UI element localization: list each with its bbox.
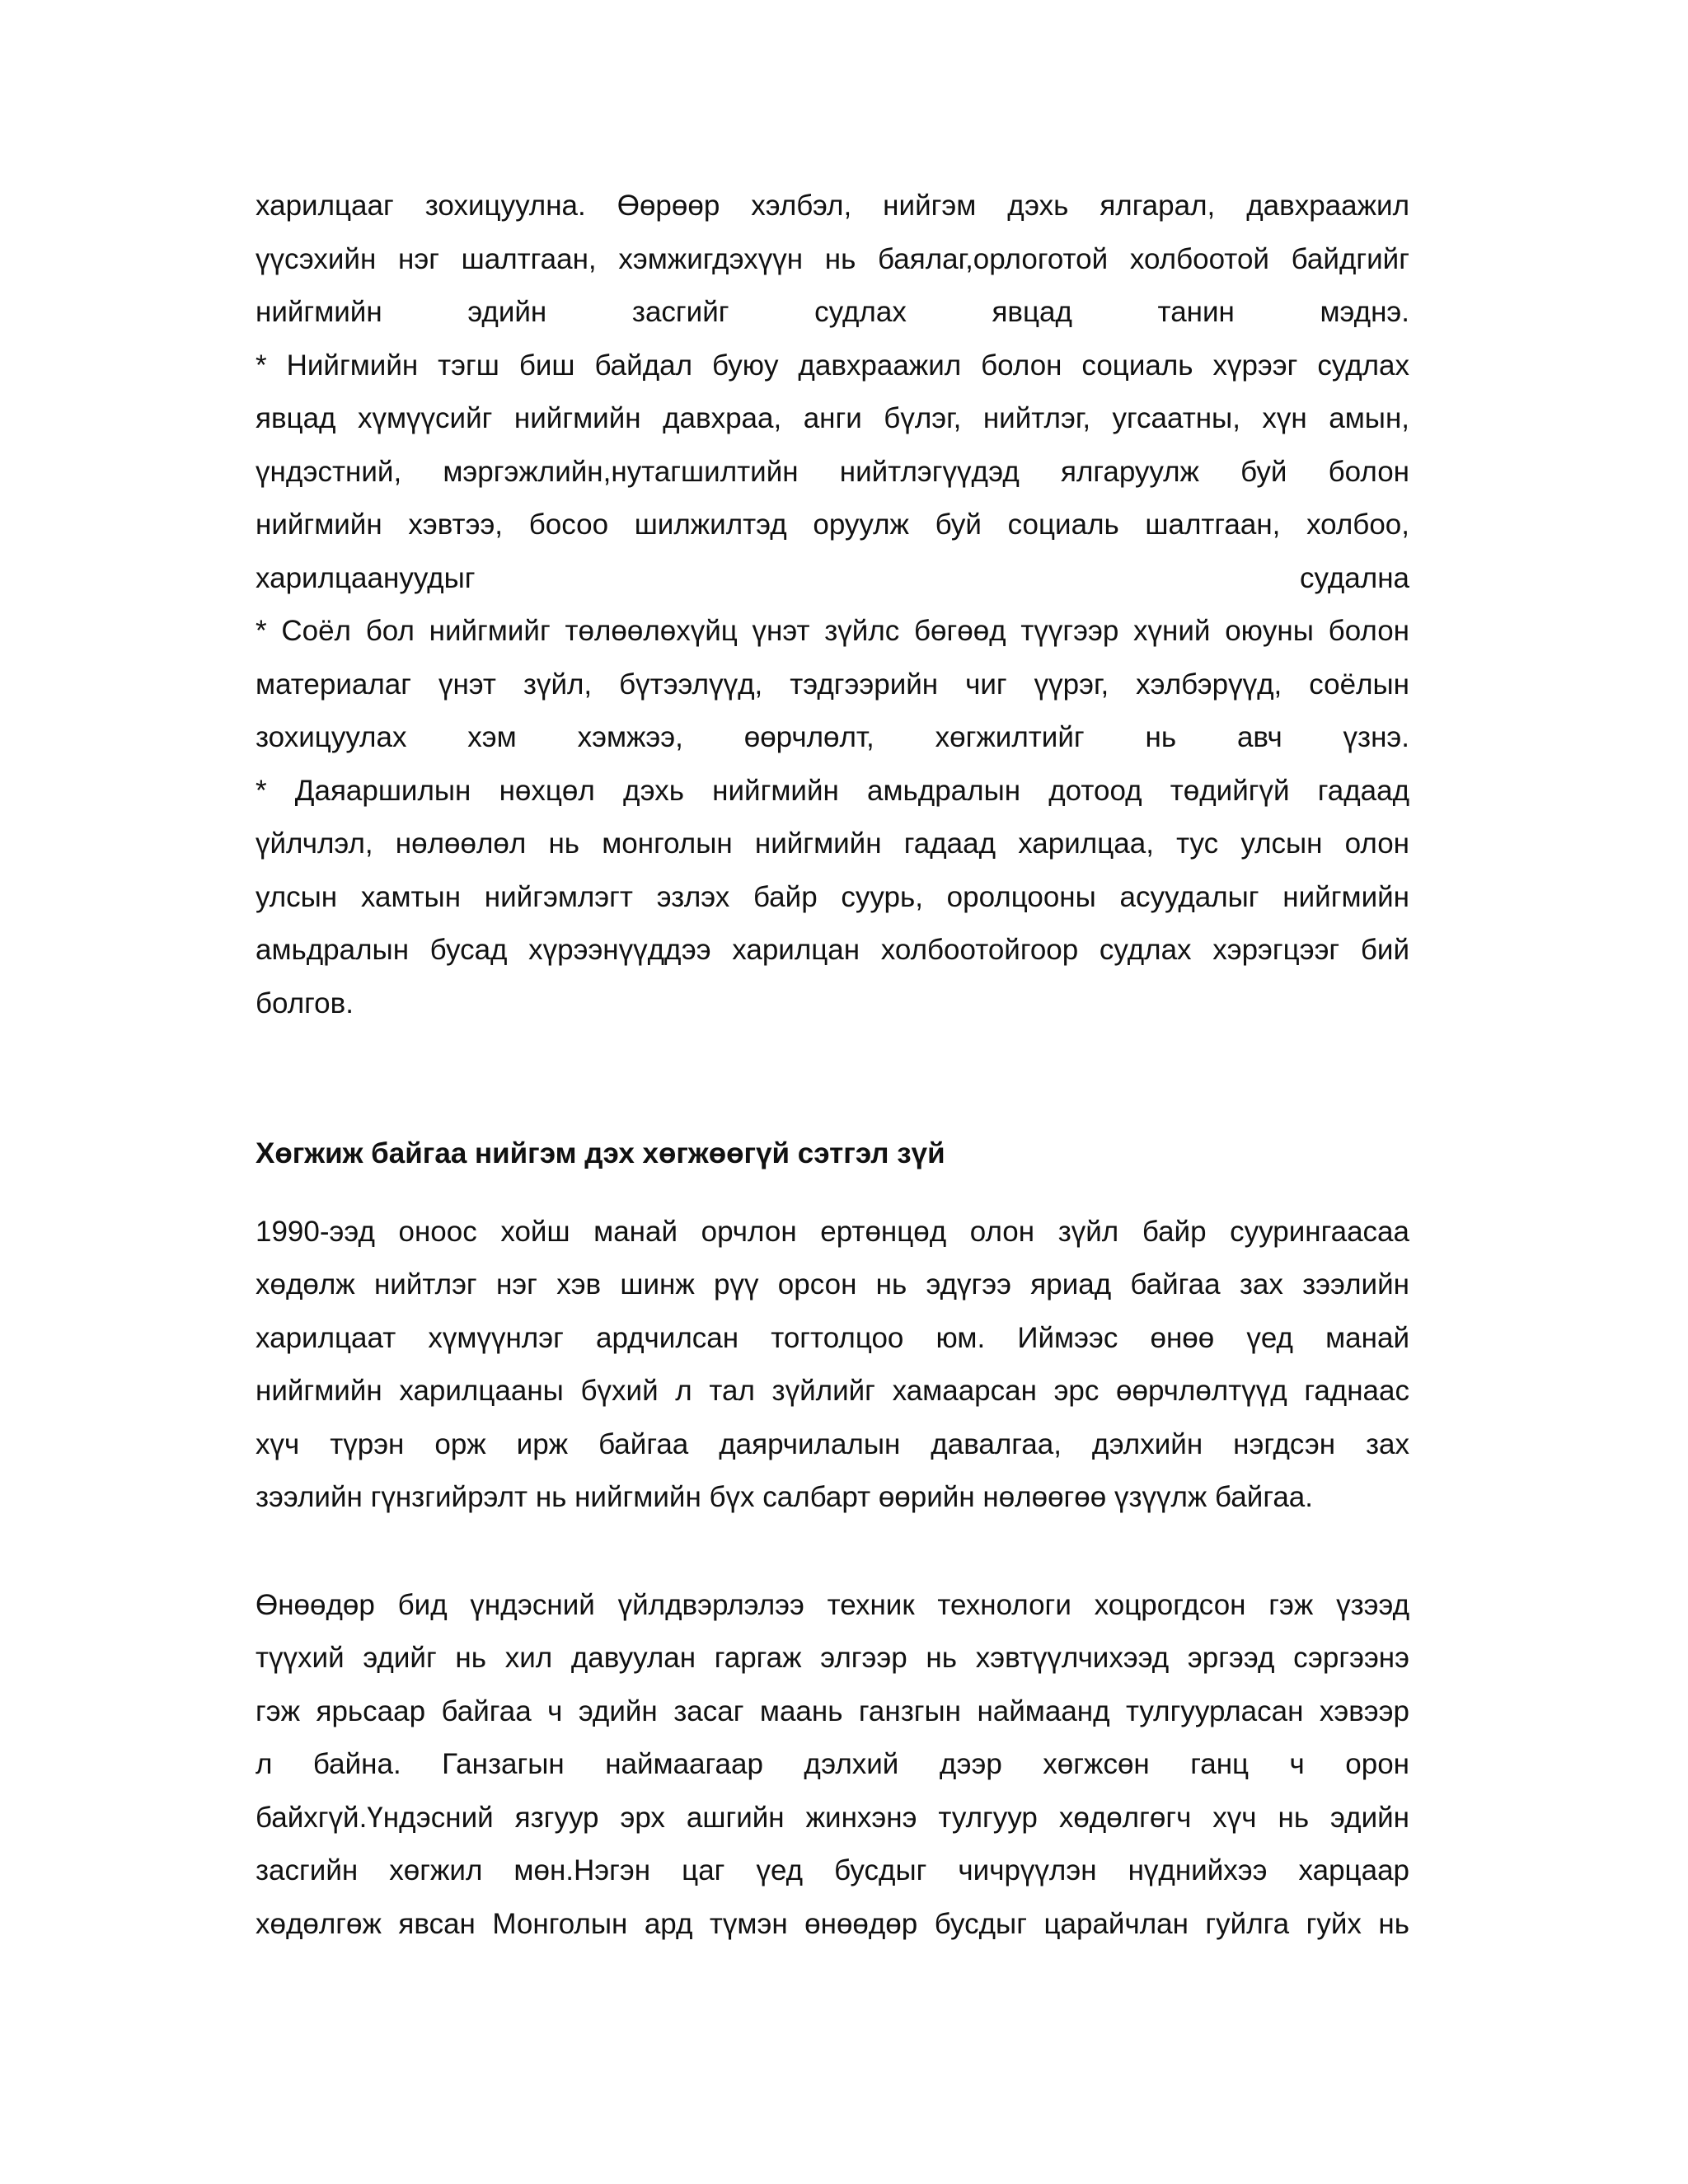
text-line: болгов. bbox=[256, 987, 354, 1019]
text-line: үндэстний, мэргэжлийн,нутагшилтийн нийтлэгүүдэд ялгаруулж буй болон bbox=[256, 455, 1409, 488]
text-line: материалаг үнэт зүйл, бүтээлүүд, тэдгээрийн чиг үүрэг, хэлбэрүүд, соёлын bbox=[256, 668, 1409, 701]
text-line: зээлийн гүнзгийрэлт нь нийгмийн бүх салбарт өөрийн нөлөөгөө үзүүлж байгаа. bbox=[256, 1481, 1313, 1513]
document-page bbox=[256, 180, 1409, 1951]
text-line: Өнөөдөр бид үндэсний үйлдвэрлэлээ техник технологи хоцрогдсон гэж үзээд bbox=[256, 1588, 1409, 1621]
text-line: харилцаат хүмүүнлэг ардчилсан тогтолцоо юм. Иймээс өнөө үед манай bbox=[256, 1321, 1409, 1354]
text-line: үүсэхийн нэг шалтгаан, хэмжигдэхүүн нь баялаг,орлоготой холбоотой байдгийг bbox=[256, 242, 1409, 275]
section-heading: Хөгжиж байгаа нийгэм дэх хөгжөөгүй сэтгэл зүй bbox=[256, 1137, 945, 1169]
text-line: нийгмийн харилцааны бүхий л тал зүйлийг хамаарсан эрс өөрчлөлтүүд гаднаас bbox=[256, 1375, 1409, 1407]
paragraph-block-3 bbox=[256, 1579, 1409, 1952]
paragraph-block-2 bbox=[256, 1206, 1409, 1525]
text-line: харилцаануудыг судална bbox=[256, 561, 1409, 594]
text-line: засгийн хөгжил мөн.Нэгэн цаг үед бусдыг чичрүүлэн нүднийхээ харцаар bbox=[256, 1854, 1409, 1886]
text-line: зохицуулах хэм хэмжээ, өөрчлөлт, хөгжилтийг нь авч үзнэ. bbox=[256, 721, 1409, 753]
text-line: * Нийгмийн тэгш биш байдал буюу давхраажил болон социаль хүрээг судлах bbox=[256, 349, 1409, 382]
text-line: * Даяаршилын нөхцөл дэхь нийгмийн амьдралын дотоод төдийгүй гадаад bbox=[256, 774, 1409, 807]
text-line: гэж ярьсаар байгаа ч эдийн засаг маань ганзгын наймаанд тулгуурласан хэвээр bbox=[256, 1694, 1409, 1727]
text-line: хөдөлж нийтлэг нэг хэв шинж рүү орсон нь эдүгээ яриад байгаа зах зээлийн bbox=[256, 1268, 1409, 1301]
text-line: харилцааг зохицуулна. Өөрөөр хэлбэл, нийгэм дэхь ялгарал, давхраажил bbox=[256, 190, 1409, 222]
text-line: улсын хамтын нийгэмлэгт эзлэх байр суурь, оролцооны асуудалыг нийгмийн bbox=[256, 880, 1409, 913]
text-line: * Соёл бол нийгмийг төлөөлөхүйц үнэт зүйлс бөгөөд түүгээр хүний оюуны болон bbox=[256, 615, 1409, 647]
text-line: түүхий эдийг нь хил давуулан гаргаж элгээр нь хэвтүүлчихээд эргээд сэргээнэ bbox=[256, 1642, 1409, 1674]
paragraph-block-1 bbox=[256, 180, 1409, 1030]
text-line: хүч түрэн орж ирж байгаа даярчилалын давалгаа, дэлхийн нэгдсэн зах bbox=[256, 1427, 1409, 1460]
text-line: явцад хүмүүсийг нийгмийн давхраа, анги бүлэг, нийтлэг, угсаатны, хүн амын, bbox=[256, 402, 1409, 434]
text-line: амьдралын бусад хүрээнүүддээ харилцан холбоотойгоор судлах хэрэгцээг бий bbox=[256, 934, 1409, 966]
text-line: л байна. Ганзагын наймаагаар дэлхий дээр хөгжсөн ганц ч орон bbox=[256, 1748, 1409, 1780]
text-line: нийгмийн эдийн засгийг судлах явцад танин мэднэ. bbox=[256, 296, 1409, 328]
text-line: байхгүй.Үндэсний язгуур эрх ашгийн жинхэнэ тулгуур хөдөлгөгч хүч нь эдийн bbox=[256, 1801, 1409, 1834]
text-line: нийгмийн хэвтээ, босоо шилжилтэд оруулж буй социаль шалтгаан, холбоо, bbox=[256, 509, 1409, 541]
text-line: үйлчлэл, нөлөөлөл нь монголын нийгмийн гадаад харилцаа, тус улсын олон bbox=[256, 827, 1409, 860]
text-line: хөдөлгөж явсан Монголын ард түмэн өнөөдөр бусдыг царайчлан гуйлга гуйх нь bbox=[256, 1907, 1409, 1940]
text-line: 1990-ээд оноос хойш манай орчлон ертөнцөд олон зүйл байр суурингаасаа bbox=[256, 1215, 1409, 1248]
